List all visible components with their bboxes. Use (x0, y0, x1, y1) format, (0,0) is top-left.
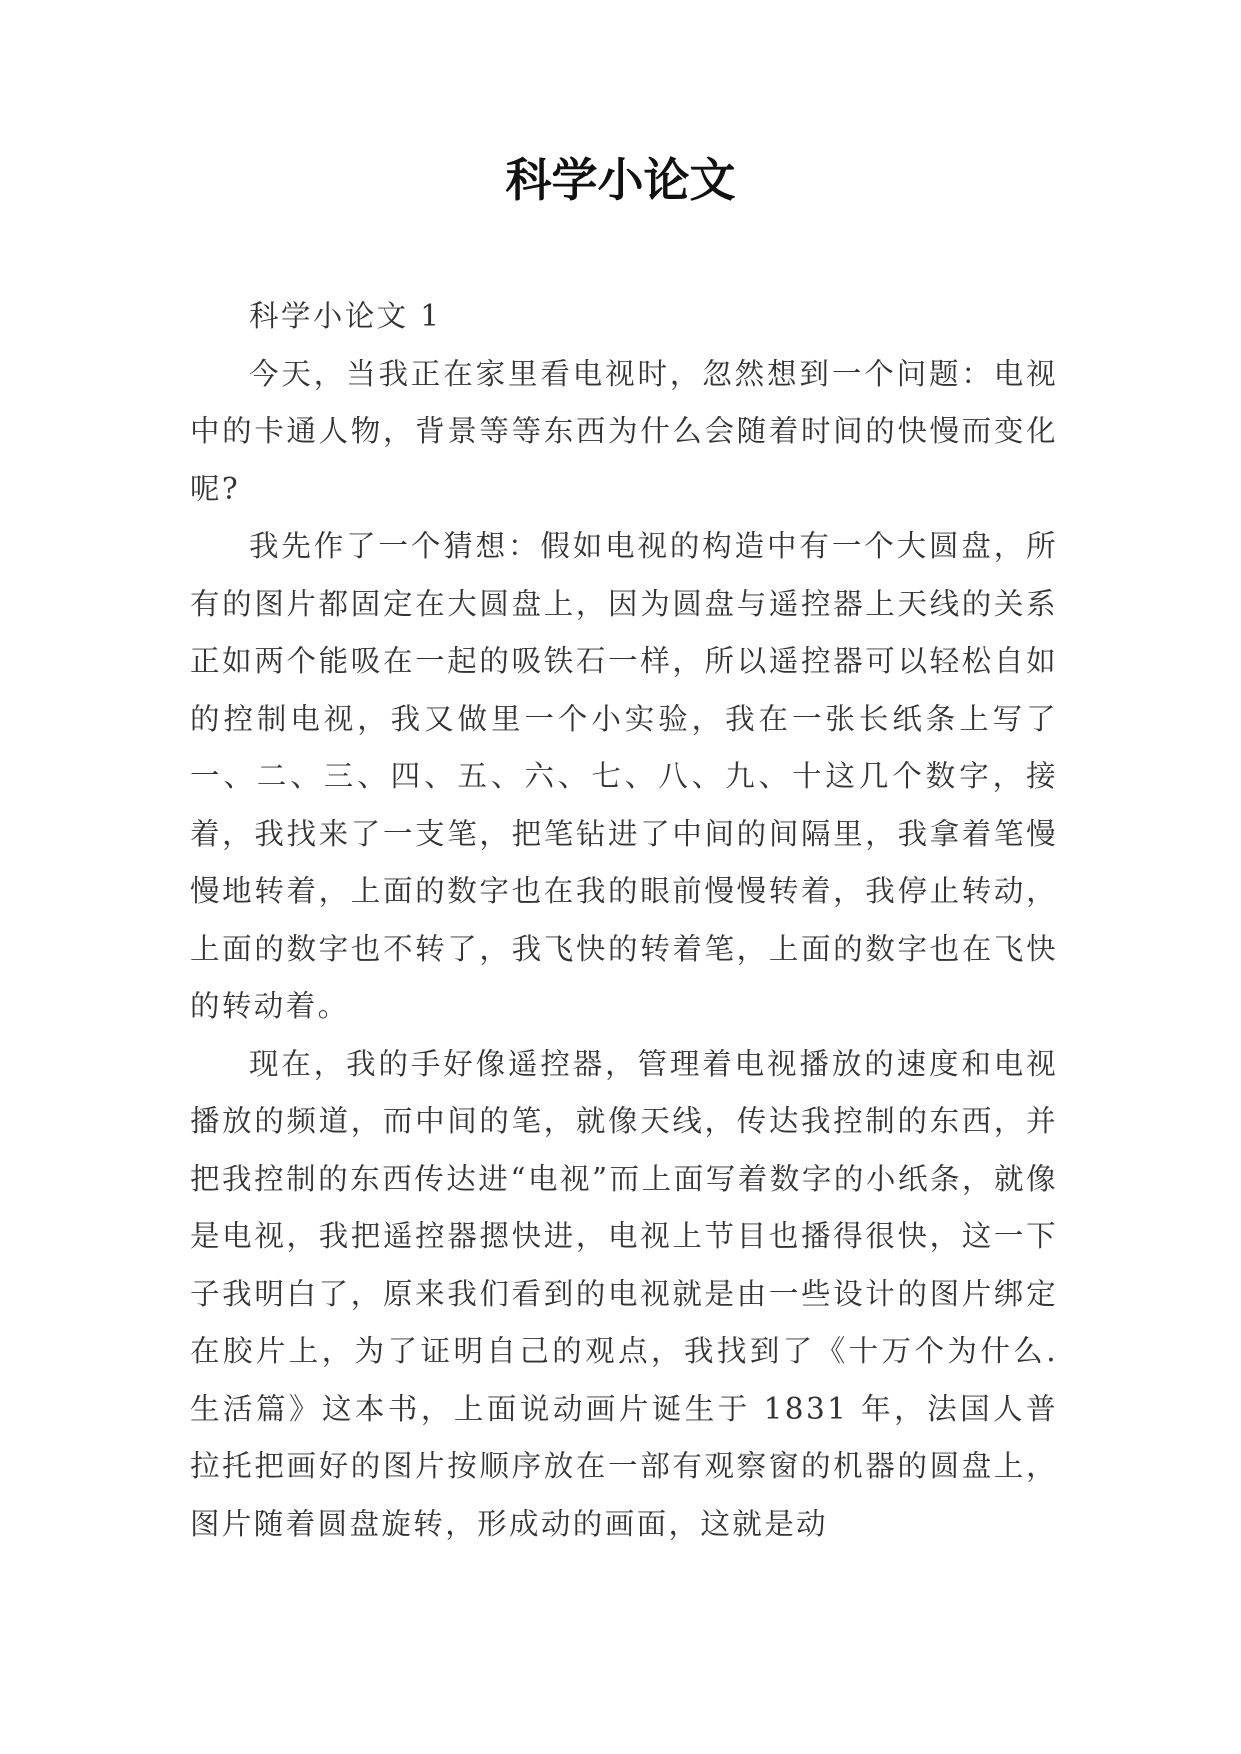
paragraph-3: 现在，我的手好像遥控器，管理着电视播放的速度和电视播放的频道，而中间的笔，就像天线，传达我控制的东西，并把我控制的东西传达进“电视”而上面写着数字的小纸条，就像是电视，我把遥控器摁快进，电视上节目也播得很快，这一下子我明白了，原来我们看到的电视就是由一些设计的图片绑定在胶片上，为了证明自己的观点，我找到了《十万个为什么.生活篇》这本书，上面说动画片诞生于 1831 年，法国人普拉托把画好的图片按顺序放在一部有观察窗的机器的圆盘上，图片随着圆盘旋转，形成动的画面，这就是动 (190, 1046, 1058, 1541)
page-title: 科学小论文 (505, 153, 736, 207)
section-heading: 科学小论文 1 (249, 299, 442, 333)
paragraph-1: 今天，当我正在家里看电视时，忽然想到一个问题：电视中的卡通人物，背景等等东西为什么会随着时间的快慢而变化呢? (190, 356, 1058, 506)
paragraph-2: 我先作了一个猜想：假如电视的构造中有一个大圆盘，所有的图片都固定在大圆盘上，因为圆盘与遥控器上天线的关系正如两个能吸在一起的吸铁石一样，所以遥控器可以轻松自如的控制电视，我又做里一个小实验，我在一张长纸条上写了一、二、三、四、五、六、七、八、九、十这几个数字，接着，我找来了一支笔，把笔钻进了中间的间隔里，我拿着笔慢慢地转着，上面的数字也在我的眼前慢慢转着，我停止转动，上面的数字也不转了，我飞快的转着笔，上面的数字也在飞快的转动着。 (190, 529, 1058, 1023)
document-body (190, 288, 1058, 1553)
